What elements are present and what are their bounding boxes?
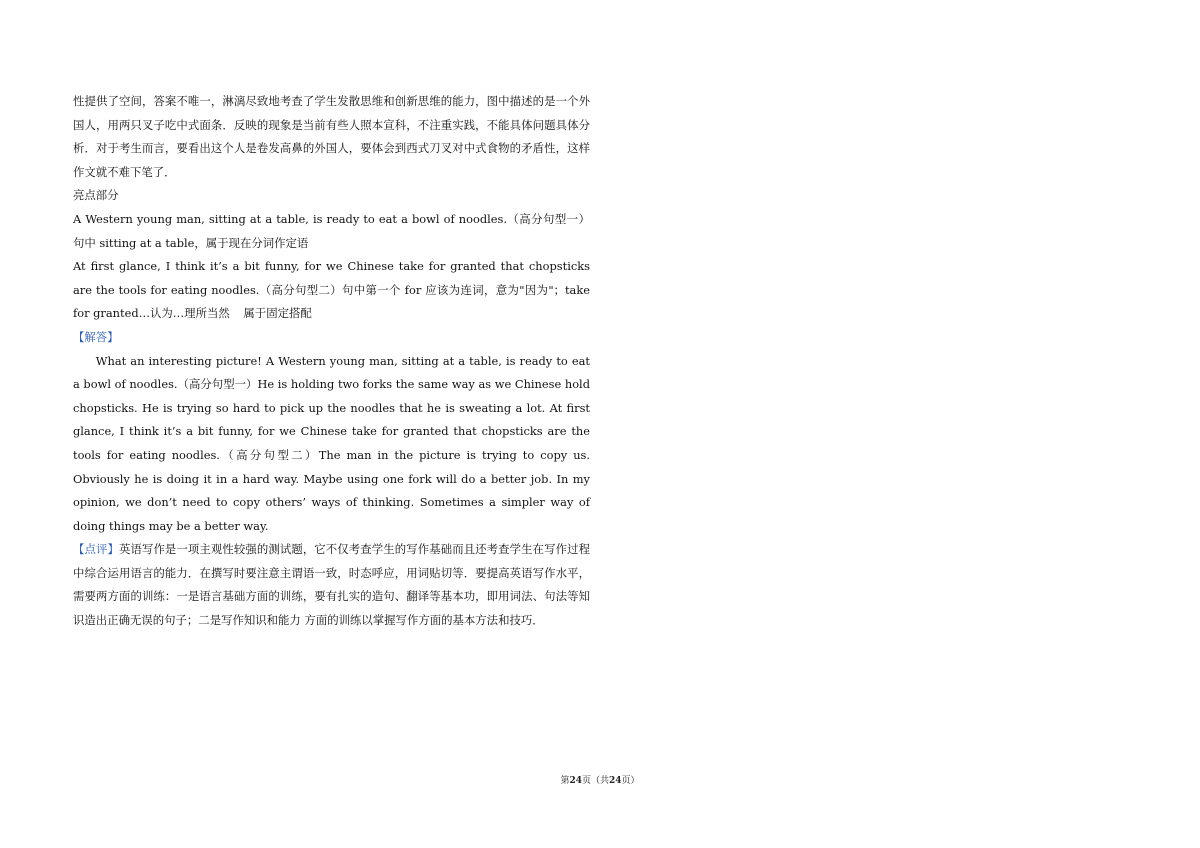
page-footer <box>0 774 1200 788</box>
footer-suffix: 页） <box>621 776 640 786</box>
comment-tag: 【点评】 <box>73 542 119 557</box>
answer-tag: 【解答】 <box>73 329 119 344</box>
intro-paragraph: 性提供了空间，答案不唯一，淋漓尽致地考查了学生发散思维和创新思维的能力，图中描述的是一个外国人，用两只叉子吃中式面条．反映的现象是当前有些人照本宣科，不注重实践，不能具体问题具体分析．对于考生而言，要看出这个人是卷发高鼻的外国人，要体会到西式刀叉对中式食物的矛盾性，这样作文就不难下笔了． <box>73 94 590 179</box>
highlights-heading: 亮点部分 <box>73 188 119 203</box>
footer-page-number: 24 <box>569 776 582 786</box>
answer-label <box>73 326 590 350</box>
footer-middle: 页（共 <box>581 776 609 786</box>
highlight-point-2 <box>73 255 590 326</box>
answer-essay: What an interesting picture! A Western young man, sitting at a table, is ready to eat a bowl of noodles.（高分句型一）He is holding two forks the same way as we Chinese hold chopsticks. He is trying so hard to pick up the noodles that he is sweating a lot. At first glance, I think it’s a bit funny, for we Chinese take for granted that chopsticks are the tools for eating noodles.（高分句型二）The man in the picture is trying to copy us. Obviously he is doing it in a hard way. Maybe using one fork will do a better job. In my opinion, we don’t need to copy others’ ways of thinking. Sometimes a simpler way of doing things may be a better way. <box>73 353 590 533</box>
comment-text: 英语写作是一项主观性较强的测试题，它不仅考查学生的写作基础而且还考查学生在写作过程中综合运用语言的能力．在撰写时要注意主谓语一致，时态呼应，用词贴切等．要提高英语写作水平，需要两方面的训练：一是语言基础方面的训练，要有扎实的造句、翻译等基本功，即用词法、句法等知识造出正确无误的句子；二是写作知识和能力 方面的训练以掌握写作方面的基本方法和技巧． <box>73 542 590 628</box>
highlight-point-2-text: At first glance, I think it’s a bit funny, for we Chinese take for granted that chopsticks are the tools for eating noodles.（高分句型二）句中第一个 for 应该为连词，意为"因为"；take for granted…认为…理所当然 <box>73 259 590 321</box>
highlight-point-1: A Western young man, sitting at a table, is ready to eat a bowl of noodles.（高分句型一）句中 sitting at a table，属于现在分词作定语 <box>73 211 590 250</box>
content-column <box>73 90 590 633</box>
highlight-point-2-tail: 属于固定搭配 <box>243 306 312 321</box>
footer-total-pages: 24 <box>609 776 622 786</box>
comment-paragraph <box>73 538 590 632</box>
footer-prefix: 第 <box>560 776 570 786</box>
